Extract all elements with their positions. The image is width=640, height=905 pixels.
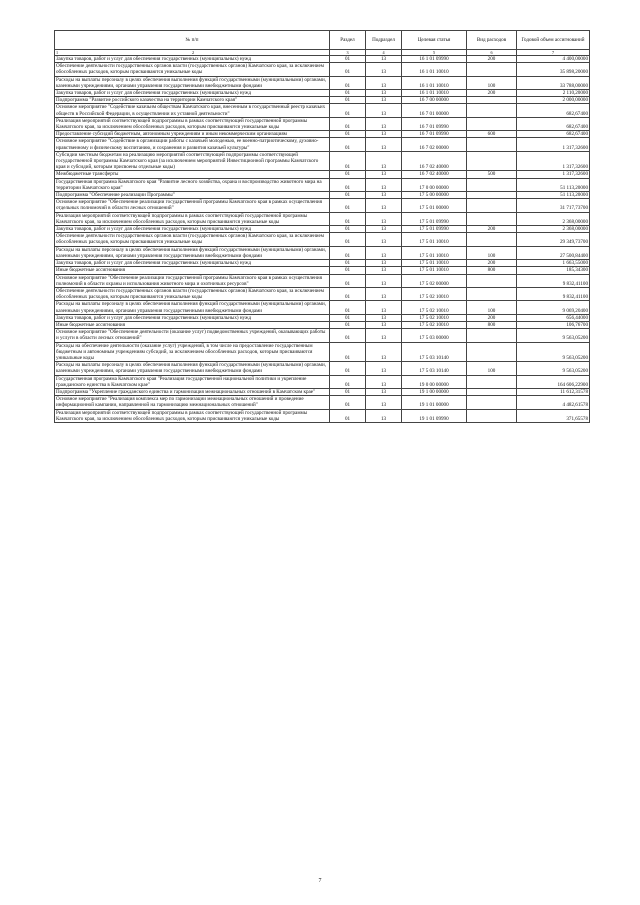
row-razdel: 01 [330, 90, 366, 97]
row-target-article: 17 5 01 09990 [402, 226, 467, 233]
table-row [55, 76, 590, 89]
header-annual-volume: Годовой объем ассигнований [517, 31, 590, 50]
row-target-article: 17 0 00 00000 [402, 178, 467, 191]
table-row [55, 233, 590, 246]
row-amount: 185,34300 [517, 267, 590, 274]
row-podrazdel: 13 [366, 90, 402, 97]
row-expense-type [467, 97, 517, 104]
row-amount: 9 069,20400 [517, 301, 590, 314]
row-name: Предоставление субсидий бюджетным, автономным учреждениям и иным некоммерческим организациям [55, 131, 330, 138]
row-razdel: 01 [330, 409, 366, 422]
row-expense-type: 200 [467, 56, 517, 63]
row-target-article: 16 1 01 09990 [402, 56, 467, 63]
row-podrazdel: 13 [366, 388, 402, 395]
row-target-article: 16 7 01 09990 [402, 117, 467, 130]
row-expense-type: 100 [467, 76, 517, 89]
row-name: Расходы на выплаты персоналу в целях обеспечения выполнения функций государственными (муниципальными) органами, казенными учреждениями, органами управления государственными внебюджетными фондами [55, 76, 330, 89]
row-razdel: 01 [330, 321, 366, 328]
row-amount: 4 482,61578 [517, 396, 590, 409]
row-razdel: 01 [330, 104, 366, 117]
row-name: Основное мероприятие "Содействие в организации работы с казачьей молодежью, ее военно-патриотическому, духовно-нравственному и физическому воспитанию, и сохранения и развития казачьей культуры" [55, 138, 330, 151]
row-name: Закупка товаров, работ и услуг для обеспечения государственных (муниципальных) нужд [55, 90, 330, 97]
table-row [55, 104, 590, 117]
row-podrazdel: 13 [366, 104, 402, 117]
row-name: Расходы на выплаты персоналу в целях обеспечения выполнения функций государственными (муниципальными) органами, казенными учреждениями, органами управления государственными внебюджетными фондами [55, 246, 330, 259]
row-expense-type [467, 104, 517, 117]
row-amount: 9 563,05200 [517, 362, 590, 375]
row-razdel: 01 [330, 151, 366, 171]
table-row [55, 178, 590, 191]
row-razdel: 01 [330, 63, 366, 76]
row-target-article: 16 7 01 00000 [402, 104, 467, 117]
row-amount: 31 717,73700 [517, 199, 590, 212]
row-name: Государственная программа Камчатского края "Развитие лесного хозяйства, охрана и воспроизводство животного мира на территории Камчатского края" [55, 178, 330, 191]
row-amount: 51 113,20000 [517, 178, 590, 191]
column-number-5: 5 [402, 50, 467, 56]
row-podrazdel: 13 [366, 56, 402, 63]
row-expense-type: 200 [467, 90, 517, 97]
row-razdel: 01 [330, 314, 366, 321]
row-name: Закупка товаров, работ и услуг для обеспечения государственных (муниципальных) нужд [55, 56, 330, 63]
row-expense-type [467, 388, 517, 395]
row-razdel: 01 [330, 260, 366, 267]
row-razdel: 01 [330, 287, 366, 300]
row-target-article: 19 1 01 09990 [402, 409, 467, 422]
column-number-6: 6 [467, 50, 517, 56]
row-amount: 1 663,55000 [517, 260, 590, 267]
page-number: 7 [318, 878, 322, 884]
table-row [55, 171, 590, 178]
row-expense-type: 200 [467, 226, 517, 233]
row-podrazdel: 13 [366, 362, 402, 375]
row-razdel: 01 [330, 131, 366, 138]
table-row [55, 388, 590, 395]
row-expense-type: 200 [467, 314, 517, 321]
row-podrazdel: 13 [366, 97, 402, 104]
row-expense-type [467, 329, 517, 342]
header-row [55, 31, 590, 50]
row-podrazdel: 13 [366, 151, 402, 171]
row-razdel: 01 [330, 97, 366, 104]
row-expense-type: 100 [467, 301, 517, 314]
row-amount: 656,44000 [517, 314, 590, 321]
row-name: Расходы на выплаты персоналу в целях обеспечения выполнения функций государственными (муниципальными) органами, казенными учреждениями, органами управления государственными внебюджетными фондами [55, 362, 330, 375]
row-razdel: 01 [330, 192, 366, 199]
row-target-article: 19 1 01 00000 [402, 396, 467, 409]
row-name: Субсидии местным бюджетам на реализацию мероприятий соответствующей подпрограммы соответствующей государственной программы Камчатского края (за исключением мероприятий Инвестиционной программы Камчатского края и субсидий, которым присвоены отдельные коды) [55, 151, 330, 171]
row-razdel: 01 [330, 274, 366, 287]
row-podrazdel: 13 [366, 287, 402, 300]
row-podrazdel: 13 [366, 274, 402, 287]
row-podrazdel: 13 [366, 396, 402, 409]
row-podrazdel: 13 [366, 63, 402, 76]
row-name: Подпрограмма "Укрепление гражданского единства и гармонизация межнациональных отношений в Камчатском крае" [55, 388, 330, 395]
row-amount: 2 368,00000 [517, 226, 590, 233]
row-target-article: 16 7 02 40000 [402, 151, 467, 171]
table-row [55, 375, 590, 388]
row-amount: 29 349,73700 [517, 233, 590, 246]
row-expense-type: 100 [467, 246, 517, 259]
row-amount: 9 563,05200 [517, 329, 590, 342]
row-amount: 2 368,00000 [517, 212, 590, 225]
row-amount: 682,67400 [517, 117, 590, 130]
row-target-article: 17 5 03 10140 [402, 362, 467, 375]
row-expense-type [467, 192, 517, 199]
row-amount: 9 832,41100 [517, 287, 590, 300]
table-row [55, 274, 590, 287]
row-razdel: 01 [330, 388, 366, 395]
row-name: Обеспечение деятельности государственных органов власти (государственных органов) Камчатского края, за исключением обособленных расходов, которым присваиваются уникальные коды [55, 63, 330, 76]
row-razdel: 01 [330, 56, 366, 63]
table-row [55, 362, 590, 375]
row-target-article: 16 7 01 09990 [402, 131, 467, 138]
row-target-article: 17 5 02 10010 [402, 321, 467, 328]
row-podrazdel: 13 [366, 178, 402, 191]
row-razdel: 01 [330, 396, 366, 409]
row-name: Основное мероприятие "Обеспечение деятельности (оказание услуг) подведомственных учреждений, оказывающих работы и услуги в области лесных отношений" [55, 329, 330, 342]
table-row [55, 301, 590, 314]
row-name: Закупка товаров, работ и услуг для обеспечения государственных (муниципальных) нужд [55, 226, 330, 233]
row-expense-type: 500 [467, 171, 517, 178]
row-razdel: 01 [330, 117, 366, 130]
row-podrazdel: 13 [366, 329, 402, 342]
table-row [55, 199, 590, 212]
table-row [55, 226, 590, 233]
row-name: Реализация мероприятий соответствующей подпрограммы в рамках соответствующей государственной программы Камчатского края, за исключением обособленных расходов, которым присваиваются уникальные коды [55, 409, 330, 422]
table-row [55, 342, 590, 362]
row-podrazdel: 13 [366, 260, 402, 267]
row-target-article: 19 1 00 00000 [402, 388, 467, 395]
table-row [55, 63, 590, 76]
row-podrazdel: 13 [366, 301, 402, 314]
column-number-4: 4 [366, 50, 402, 56]
row-target-article: 17 5 01 10010 [402, 233, 467, 246]
table-body [55, 56, 590, 423]
row-amount: 682,67400 [517, 131, 590, 138]
table-row [55, 117, 590, 130]
row-target-article: 16 1 01 10010 [402, 63, 467, 76]
row-podrazdel: 13 [366, 409, 402, 422]
row-expense-type [467, 151, 517, 171]
column-number-1: 1 [56, 50, 59, 55]
row-name: Иные бюджетные ассигнования [55, 321, 330, 328]
header-expense-type: Вид расходов [467, 31, 517, 50]
row-expense-type: 600 [467, 131, 517, 138]
row-razdel: 01 [330, 199, 366, 212]
row-amount: 51 113,20000 [517, 192, 590, 199]
table-row [55, 321, 590, 328]
row-expense-type [467, 199, 517, 212]
row-podrazdel: 13 [366, 76, 402, 89]
row-expense-type [467, 138, 517, 151]
row-target-article: 17 5 02 00000 [402, 274, 467, 287]
row-podrazdel: 13 [366, 226, 402, 233]
table-row [55, 260, 590, 267]
row-razdel: 01 [330, 301, 366, 314]
table-row [55, 314, 590, 321]
row-amount: 9 563,05200 [517, 342, 590, 362]
row-razdel: 01 [330, 342, 366, 362]
row-amount: 1 317,32600 [517, 171, 590, 178]
row-razdel: 01 [330, 329, 366, 342]
column-number-3: 3 [330, 50, 366, 56]
row-expense-type [467, 409, 517, 422]
header-razdel: Раздел [330, 31, 366, 50]
row-razdel: 01 [330, 362, 366, 375]
row-name: Реализация мероприятий соответствующей подпрограммы в рамках соответствующей государственной программы Камчатского края, за исключением обособленных расходов, которым присваиваются уникальные коды [55, 117, 330, 130]
row-target-article: 16 1 01 10010 [402, 76, 467, 89]
row-target-article: 17 5 03 00000 [402, 329, 467, 342]
table-row [55, 329, 590, 342]
row-target-article: 16 7 00 00000 [402, 97, 467, 104]
row-expense-type: 100 [467, 362, 517, 375]
row-amount: 371,65578 [517, 409, 590, 422]
row-name: Обеспечение деятельности государственных органов власти (государственных органов) Камчатского края, за исключением обособленных расходов, которым присваиваются уникальные коды [55, 233, 330, 246]
row-expense-type [467, 233, 517, 246]
row-expense-type [467, 287, 517, 300]
row-razdel: 01 [330, 171, 366, 178]
row-podrazdel: 13 [366, 246, 402, 259]
row-target-article: 19 0 00 00000 [402, 375, 467, 388]
row-amount: 2 000,00000 [517, 97, 590, 104]
row-razdel: 01 [330, 212, 366, 225]
row-razdel: 01 [330, 138, 366, 151]
row-target-article: 17 5 02 10010 [402, 314, 467, 321]
row-amount: 106,76700 [517, 321, 590, 328]
column-number-2: 2 [192, 50, 195, 55]
row-expense-type: 200 [467, 260, 517, 267]
table-row [55, 409, 590, 422]
row-amount: 1 317,32600 [517, 138, 590, 151]
row-name: Расходы на обеспечение деятельности (оказание услуг) учреждений, в том числе на предоставление государственным бюджетным и автономным учреждениям субсидий, за исключением обособленных расходов, которым присваиваются уникальные коды [55, 342, 330, 362]
row-razdel: 01 [330, 233, 366, 246]
header-podrazdel: Подраздел [366, 31, 402, 50]
table-row [55, 151, 590, 171]
row-podrazdel: 13 [366, 212, 402, 225]
row-target-article: 17 5 02 10010 [402, 287, 467, 300]
row-target-article: 16 7 02 40000 [402, 171, 467, 178]
row-podrazdel: 13 [366, 117, 402, 130]
row-name: Обеспечение деятельности государственных органов власти (государственных органов) Камчатского края, за исключением обособленных расходов, которым присваиваются уникальные коды [55, 287, 330, 300]
row-expense-type: 800 [467, 267, 517, 274]
row-name: Расходы на выплаты персоналу в целях обеспечения выполнения функций государственными (муниципальными) органами, казенными учреждениями, органами управления государственными внебюджетными фондами [55, 301, 330, 314]
row-podrazdel: 13 [366, 138, 402, 151]
row-amount: 1 317,32600 [517, 151, 590, 171]
table-row [55, 56, 590, 63]
row-expense-type [467, 63, 517, 76]
row-razdel: 01 [330, 246, 366, 259]
table-row [55, 287, 590, 300]
row-podrazdel: 13 [366, 267, 402, 274]
row-target-article: 17 5 03 10140 [402, 342, 467, 362]
column-number-7: 7 [517, 50, 590, 56]
row-podrazdel: 13 [366, 375, 402, 388]
row-expense-type [467, 178, 517, 191]
row-amount: 33 788,00000 [517, 76, 590, 89]
row-name: Закупка товаров, работ и услуг для обеспечения государственных (муниципальных) нужд [55, 314, 330, 321]
row-name: Основное мероприятие "Обеспечение реализации государственной программы Камчатского края в рамках осуществления отдельных полномочий в области лесных отношений" [55, 199, 330, 212]
row-razdel: 01 [330, 178, 366, 191]
row-name: Подпрограмма "Обеспечение реализации Программы" [55, 192, 330, 199]
row-expense-type [467, 274, 517, 287]
table-row [55, 267, 590, 274]
row-podrazdel: 13 [366, 131, 402, 138]
row-name: Межбюджетные трансферты [55, 171, 330, 178]
row-podrazdel: 13 [366, 192, 402, 199]
table-row [55, 246, 590, 259]
row-podrazdel: 13 [366, 171, 402, 178]
row-expense-type [467, 117, 517, 130]
row-podrazdel: 13 [366, 233, 402, 246]
row-amount: 35 898,20000 [517, 63, 590, 76]
table-row [55, 396, 590, 409]
row-expense-type [467, 375, 517, 388]
row-amount: 11 612,31578 [517, 388, 590, 395]
row-name: Основное мероприятие "Содействие казачьим обществам Камчатского края, внесенным в государственный реестр казачьих обществ в Российской Федерации, в осуществлении их уставной деятельности" [55, 104, 330, 117]
table-row [55, 90, 590, 97]
row-name: Основное мероприятие "Реализация комплекса мер по гармонизации межнациональных отношений и проведение информационной кампании, направленной на гармонизацию межнациональных отношений" [55, 396, 330, 409]
row-name: Основное мероприятие "Обеспечение реализации государственной программы Камчатского края в рамках осуществления полномочий в области охраны и использования животного мира и охотничьих ресурсов" [55, 274, 330, 287]
row-target-article: 16 7 02 00000 [402, 138, 467, 151]
row-target-article: 17 5 01 10010 [402, 246, 467, 259]
header-target-article: Целевая статья [402, 31, 467, 50]
row-podrazdel: 13 [366, 321, 402, 328]
row-podrazdel: 13 [366, 314, 402, 321]
row-name: Закупка товаров, работ и услуг для обеспечения государственных (муниципальных) нужд [55, 260, 330, 267]
row-expense-type [467, 212, 517, 225]
row-razdel: 01 [330, 226, 366, 233]
row-target-article: 17 5 01 10010 [402, 267, 467, 274]
row-razdel: 01 [330, 267, 366, 274]
row-amount: 682,67400 [517, 104, 590, 117]
table-row [55, 138, 590, 151]
row-amount: 164 606,22900 [517, 375, 590, 388]
row-target-article: 17 5 01 09990 [402, 212, 467, 225]
row-target-article: 17 5 01 00000 [402, 199, 467, 212]
row-target-article: 17 5 00 00000 [402, 192, 467, 199]
row-name: Государственная программа Камчатского края "Реализация государственной национальной политики и укрепление гражданского единства в Камчатском крае" [55, 375, 330, 388]
table-row [55, 192, 590, 199]
table-row [55, 131, 590, 138]
row-amount: 27 500,84400 [517, 246, 590, 259]
row-expense-type: 800 [467, 321, 517, 328]
header-name: № п/п [55, 31, 330, 50]
row-razdel: 01 [330, 76, 366, 89]
row-target-article: 17 5 02 10010 [402, 301, 467, 314]
row-name: Иные бюджетные ассигнования [55, 267, 330, 274]
row-amount: 2 110,20000 [517, 90, 590, 97]
table-row [55, 212, 590, 225]
row-target-article: 16 1 01 10010 [402, 90, 467, 97]
row-name: Подпрограмма "Развитие российского казачества на территории Камчатского края" [55, 97, 330, 104]
row-target-article: 17 5 01 10010 [402, 260, 467, 267]
row-podrazdel: 13 [366, 342, 402, 362]
row-razdel: 01 [330, 375, 366, 388]
budget-table [54, 30, 590, 423]
row-name: Реализация мероприятий соответствующей подпрограммы в рамках соответствующей государственной программы Камчатского края, за исключением обособленных расходов, которым присваиваются уникальные коды [55, 212, 330, 225]
row-expense-type [467, 396, 517, 409]
row-amount: 4 400,00000 [517, 56, 590, 63]
table-row [55, 97, 590, 104]
row-amount: 9 832,41100 [517, 274, 590, 287]
row-expense-type [467, 342, 517, 362]
row-podrazdel: 13 [366, 199, 402, 212]
